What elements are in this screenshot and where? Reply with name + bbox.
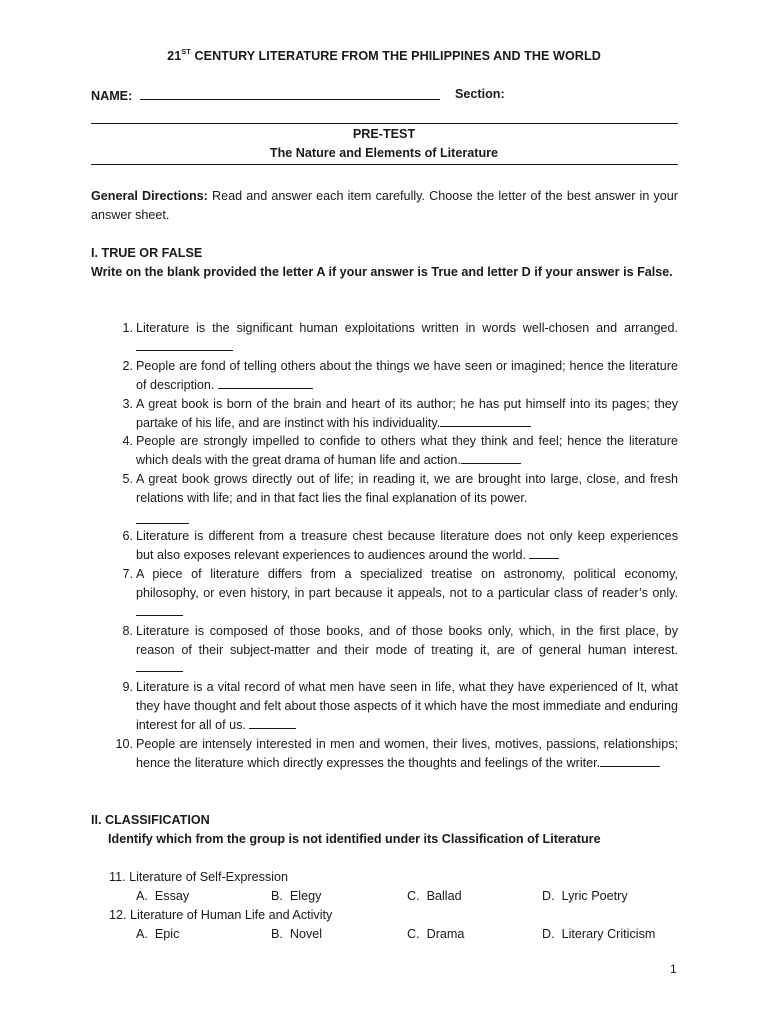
choice-c[interactable]: C. Ballad	[407, 889, 462, 903]
directions-label: General Directions:	[91, 189, 208, 203]
item-text: Literature is a vital record of what men have seen in life, what they have experienced of It, what they have thought and felt about those aspects of it which have the most immediate and enduring interest for all of us.	[136, 680, 678, 733]
name-label: NAME:	[91, 89, 133, 103]
title-text: CENTURY LITERATURE FROM THE PHILIPPINES AND THE WORLD	[190, 49, 601, 64]
item-text: People are strongly impelled to confide to others what they think and feel; hence the literature which deals with the great drama of human life and action.	[136, 434, 678, 468]
choice-c[interactable]: C. Drama	[407, 927, 465, 941]
test-subheading: The Nature and Elements of Literature	[269, 146, 499, 160]
item-number: 3.	[122, 396, 133, 411]
choice-d[interactable]: D. Lyric Poetry	[542, 889, 628, 903]
question-text: Literature of Human Life and Activity	[130, 908, 333, 922]
choice-b[interactable]: B. Elegy	[271, 889, 322, 903]
list-item	[91, 432, 678, 470]
page-number: 1	[670, 962, 677, 976]
answer-blank[interactable]	[136, 511, 189, 524]
list-item	[91, 470, 678, 527]
part2-heading: II. CLASSIFICATION	[91, 813, 210, 827]
name-row	[91, 87, 440, 103]
choice-a[interactable]: A. Essay	[136, 889, 190, 903]
part1-heading: I. TRUE OR FALSE	[91, 246, 203, 260]
choice-d[interactable]: D. Literary Criticism	[542, 927, 656, 941]
list-item	[91, 735, 678, 773]
answer-blank[interactable]	[218, 376, 313, 389]
directions-text: Read and answer each item carefully. Choose the letter of the best answer in your answer sheet.	[91, 189, 678, 222]
name-blank[interactable]	[140, 87, 440, 100]
question-12	[109, 906, 332, 925]
title-superscript: ST	[181, 47, 191, 56]
part1-instruction: Write on the blank provided the letter A if your answer is True and letter D if your answer is False.	[91, 265, 673, 279]
choice-b[interactable]: B. Novel	[271, 927, 323, 941]
item-text: Literature is composed of those books, and of those books only, which, in the first place, by reason of their subject-matter and their mode of treating it, are of general human interest.	[136, 623, 678, 657]
part2-instruction: Identify which from the group is not identified under its Classification of Literature	[108, 832, 601, 846]
section-row	[455, 87, 507, 101]
item-number: 9.	[122, 680, 133, 695]
item-text: A piece of literature differs from a specialized treatise on astronomy, political economy, philosophy, or even history, in part because it appeals, not to a particular class of reader’s only.	[136, 566, 678, 600]
list-item	[91, 565, 678, 622]
title-prefix: 21	[167, 49, 182, 64]
true-false-list	[91, 319, 678, 773]
list-item	[91, 357, 678, 395]
list-item	[91, 622, 678, 679]
answer-blank[interactable]	[440, 414, 531, 427]
answer-blank[interactable]	[529, 546, 559, 559]
item-text: Literature is the significant human exploitations written in words well-chosen and arranged.	[136, 321, 678, 335]
item-number: 8.	[122, 623, 133, 638]
answer-blank[interactable]	[249, 716, 296, 729]
item-number: 7.	[122, 566, 133, 581]
question-text: Literature of Self-Expression	[129, 870, 288, 884]
list-item	[91, 527, 678, 565]
item-text: A great book is born of the brain and heart of its author; he has put himself into its pages; they partake of his life, and are instinct with his individuality.	[136, 396, 678, 430]
item-text: People are fond of telling others about the things we have seen or imagined; hence the literature of description.	[136, 358, 678, 392]
item-text: People are intensely interested in men and women, their lives, motives, passions, relationships; hence the literature which directly expresses the thoughts and feelings of the writer.	[136, 737, 678, 770]
section-label: Section:	[455, 87, 505, 101]
item-text: Literature is different from a treasure chest because literature does not only keep experiences but also exposes relevant experiences to audiences around the world.	[136, 529, 678, 562]
question-number: 11.	[109, 870, 126, 884]
item-number: 1.	[122, 321, 133, 335]
item-number: 6.	[122, 529, 133, 544]
document-title	[0, 48, 768, 63]
list-item	[91, 395, 678, 433]
answer-blank[interactable]	[461, 451, 521, 464]
answer-blank[interactable]	[600, 754, 660, 767]
list-item	[91, 678, 678, 735]
answer-blank[interactable]	[136, 603, 183, 616]
item-number: 5.	[122, 472, 133, 487]
item-number: 2.	[122, 358, 133, 373]
test-heading: PRE-TEST	[352, 127, 416, 141]
top-rule	[91, 123, 678, 124]
item-text: A great book grows directly out of life; in reading it, we are brought into large, close, and fresh relations with life; and in that fact lies the final explanation of its power.	[136, 472, 678, 506]
question-11	[109, 868, 288, 887]
item-number: 4.	[122, 434, 133, 449]
general-directions	[91, 187, 678, 225]
item-number: 10.	[115, 737, 133, 752]
question-number: 12.	[109, 908, 127, 922]
answer-blank[interactable]	[136, 338, 233, 351]
choice-a[interactable]: A. Epic	[136, 927, 180, 941]
list-item	[91, 319, 678, 357]
bottom-rule	[91, 164, 678, 165]
answer-blank[interactable]	[136, 659, 183, 672]
